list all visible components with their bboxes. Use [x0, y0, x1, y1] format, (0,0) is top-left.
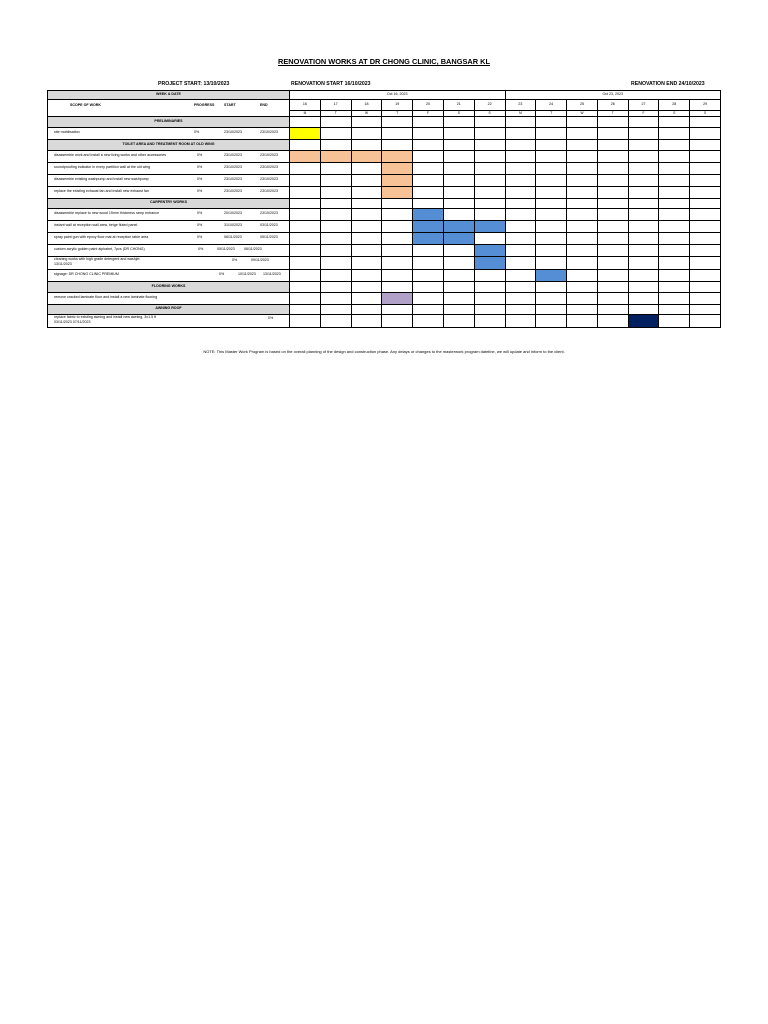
task-progress: 0%	[198, 247, 204, 251]
day-cell: M	[290, 110, 321, 117]
date-cell: 16	[290, 100, 321, 111]
section-row	[48, 117, 721, 128]
section-title: TOILET AREA AND TREATMENT ROOM AT OLD WING	[48, 140, 290, 151]
week-date-header: WEEK & DATE	[48, 91, 290, 100]
task-cell	[48, 186, 290, 198]
day-cell: T	[536, 110, 567, 117]
section-row	[48, 282, 721, 293]
section-title: PRELIMINARIES	[48, 117, 290, 128]
header-row-columns	[48, 100, 721, 111]
date-cell: 20	[413, 100, 444, 111]
task-progress: 0%	[197, 152, 203, 157]
task-scope: remove cracked laminate floor and install a new laminate flooring	[54, 294, 158, 299]
task-cell	[48, 292, 290, 304]
gantt-bar	[474, 245, 505, 257]
date-cell: 21	[443, 100, 474, 111]
task-cell	[48, 209, 290, 221]
task-row	[48, 270, 721, 282]
task-row	[48, 186, 721, 198]
gantt-bar	[536, 270, 567, 282]
gantt-bar	[628, 315, 659, 328]
task-scope-line2: 03/11/2023 07/11/2023	[54, 320, 91, 324]
gantt-bar	[474, 257, 505, 270]
day-cell: T	[320, 110, 351, 117]
task-progress: 0%	[219, 272, 225, 276]
document-title: RENOVATION WORKS AT DR CHONG CLINIC, BANGSAR KL	[278, 57, 490, 66]
gantt-bar	[413, 221, 444, 233]
task-row	[48, 150, 721, 162]
gantt-bar	[382, 162, 413, 174]
task-scope: cleaning works with high grade detergent and washjet	[54, 257, 140, 261]
gantt-bar	[413, 209, 444, 221]
task-cell	[48, 233, 290, 245]
task-scope: spray paint gun with epoxy floor mat at reception table area	[54, 235, 149, 239]
date-cell: 29	[690, 100, 721, 111]
day-cell: S	[474, 110, 505, 117]
date-cell: 28	[659, 100, 690, 111]
task-progress: 0%	[268, 316, 274, 320]
header-row-week	[48, 91, 721, 100]
task-end: 23/10/2023	[260, 164, 278, 169]
gantt-bar	[382, 174, 413, 186]
end-header: END	[260, 103, 268, 107]
task-scope: disassemble existing washpump and install new washpump	[54, 176, 149, 181]
date-cell: 25	[567, 100, 598, 111]
renovation-end: RENOVATION END 24/10/2023	[631, 81, 705, 87]
gantt-bar	[290, 128, 321, 140]
start-header: START	[224, 103, 236, 107]
day-cell: S	[443, 110, 474, 117]
date-cell: 19	[382, 100, 413, 111]
day-cell: F	[413, 110, 444, 117]
gantt-bar	[443, 233, 474, 245]
task-start: 10/11/2023	[238, 272, 256, 276]
gantt-bar	[320, 150, 351, 162]
task-cell	[48, 174, 290, 186]
date-cell: 17	[320, 100, 351, 111]
week2-header: Oct 23, 2023	[505, 91, 721, 100]
task-row	[48, 292, 721, 304]
task-end: 09/11/2023	[251, 258, 269, 262]
task-end: 23/10/2023	[260, 152, 278, 157]
task-scope: disassemble replace to new wood 15mm thickness ramp entrance	[54, 211, 160, 215]
task-row	[48, 221, 721, 233]
day-cell: W	[351, 110, 382, 117]
task-row	[48, 257, 721, 270]
task-row	[48, 315, 721, 328]
day-cell: F	[628, 110, 659, 117]
task-scope: instant wall at reception wall area, beige fluted panel	[54, 223, 138, 227]
week1-header: Oct 16, 2023	[290, 91, 506, 100]
task-progress: 0%	[232, 258, 238, 262]
section-title: CARPENTRY WORKS	[48, 198, 290, 209]
task-start: 23/10/2023	[224, 188, 242, 193]
task-progress: 0%	[197, 223, 203, 227]
date-cell: 18	[351, 100, 382, 111]
task-cell	[48, 128, 290, 140]
renovation-start: RENOVATION START 16/10/2023	[291, 81, 371, 87]
task-start: 23/10/2023	[224, 176, 242, 181]
project-start: PROJECT START: 13/10/2023	[158, 81, 230, 87]
date-cell: 22	[474, 100, 505, 111]
task-end: 03/11/2023	[260, 223, 278, 227]
date-cell: 24	[536, 100, 567, 111]
gantt-bar	[474, 221, 505, 233]
section-row	[48, 304, 721, 315]
task-row	[48, 209, 721, 221]
task-cell	[48, 245, 290, 257]
task-cell	[48, 257, 290, 270]
task-end: 23/10/2023	[260, 211, 278, 215]
task-scope: disassemble work and install a new living works and other accessories	[54, 152, 167, 157]
task-end: 23/10/2023	[260, 188, 278, 193]
task-start: 31/10/2023	[224, 223, 242, 227]
task-cell	[48, 221, 290, 233]
day-cell: S	[659, 110, 690, 117]
task-scope: signage: DR CHONG CLINIC PREMIUM	[54, 272, 119, 276]
task-scope: replace fabric to existing awning and install new awning, 3x1.5 ft	[54, 315, 157, 319]
task-start: 05/11/2023	[217, 247, 235, 251]
day-cell: T	[597, 110, 628, 117]
section-row	[48, 140, 721, 151]
task-scope: site mobilisation	[54, 130, 80, 134]
task-end: 06/11/2023	[244, 247, 262, 251]
task-start: 06/11/2023	[224, 235, 242, 239]
task-start: 20/10/2023	[224, 211, 242, 215]
gantt-bar	[443, 221, 474, 233]
task-start: 23/10/2023	[224, 152, 242, 157]
task-progress: 0%	[197, 235, 203, 239]
task-end: 05/11/2023	[260, 235, 278, 239]
footer-note: NOTE: This Master Work Program is based on the overall planning of the design and construction phase. Any delays or changes to the masterwork program dateline, we will update and inform to the client.	[203, 349, 565, 354]
section-title: FLOORING WORKS	[48, 282, 290, 293]
gantt-bar	[382, 186, 413, 198]
task-scope-line2: 13/11/2023	[54, 262, 72, 266]
task-progress: 0%	[197, 176, 203, 181]
gantt-bar	[413, 233, 444, 245]
gantt-table	[47, 90, 721, 328]
task-progress: 0%	[197, 188, 203, 193]
task-start: 23/10/2023	[224, 130, 242, 134]
date-cell: 27	[628, 100, 659, 111]
progress-header: PROGRESS	[194, 103, 215, 107]
date-cell: 23	[505, 100, 536, 111]
task-row	[48, 245, 721, 257]
gantt-bar	[382, 292, 413, 304]
day-cell: T	[382, 110, 413, 117]
task-end: 23/10/2023	[260, 176, 278, 181]
section-row	[48, 198, 721, 209]
day-cell: S	[690, 110, 721, 117]
task-progress: 0%	[197, 211, 203, 215]
scope-header: SCOPE OF WORK	[70, 103, 101, 107]
task-end: 13/11/2023	[263, 272, 281, 276]
task-scope: replace the existing exhaust fan and install new exhaust fan	[54, 188, 149, 193]
task-start: 23/10/2023	[224, 164, 242, 169]
task-row	[48, 174, 721, 186]
task-row	[48, 128, 721, 140]
task-end: 23/10/2023	[260, 130, 278, 134]
task-scope: custom acrylic golden paint alphabet, 7pcs (DR CHONG)	[54, 247, 145, 251]
task-scope: soundproofing indicator in every partition wall at the old wing	[54, 164, 151, 169]
date-cell: 26	[597, 100, 628, 111]
task-progress: 0%	[194, 130, 200, 134]
task-cell	[48, 315, 290, 328]
gantt-bar	[382, 150, 413, 162]
task-cell	[48, 162, 290, 174]
gantt-bar	[290, 150, 321, 162]
day-cell: M	[505, 110, 536, 117]
task-row	[48, 162, 721, 174]
gantt-bar	[351, 150, 382, 162]
task-row	[48, 233, 721, 245]
task-cell	[48, 270, 290, 282]
task-progress: 0%	[197, 164, 203, 169]
column-headers	[48, 100, 290, 117]
day-cell: W	[567, 110, 598, 117]
section-title: AWNING ROOF	[48, 304, 290, 315]
task-cell	[48, 150, 290, 162]
